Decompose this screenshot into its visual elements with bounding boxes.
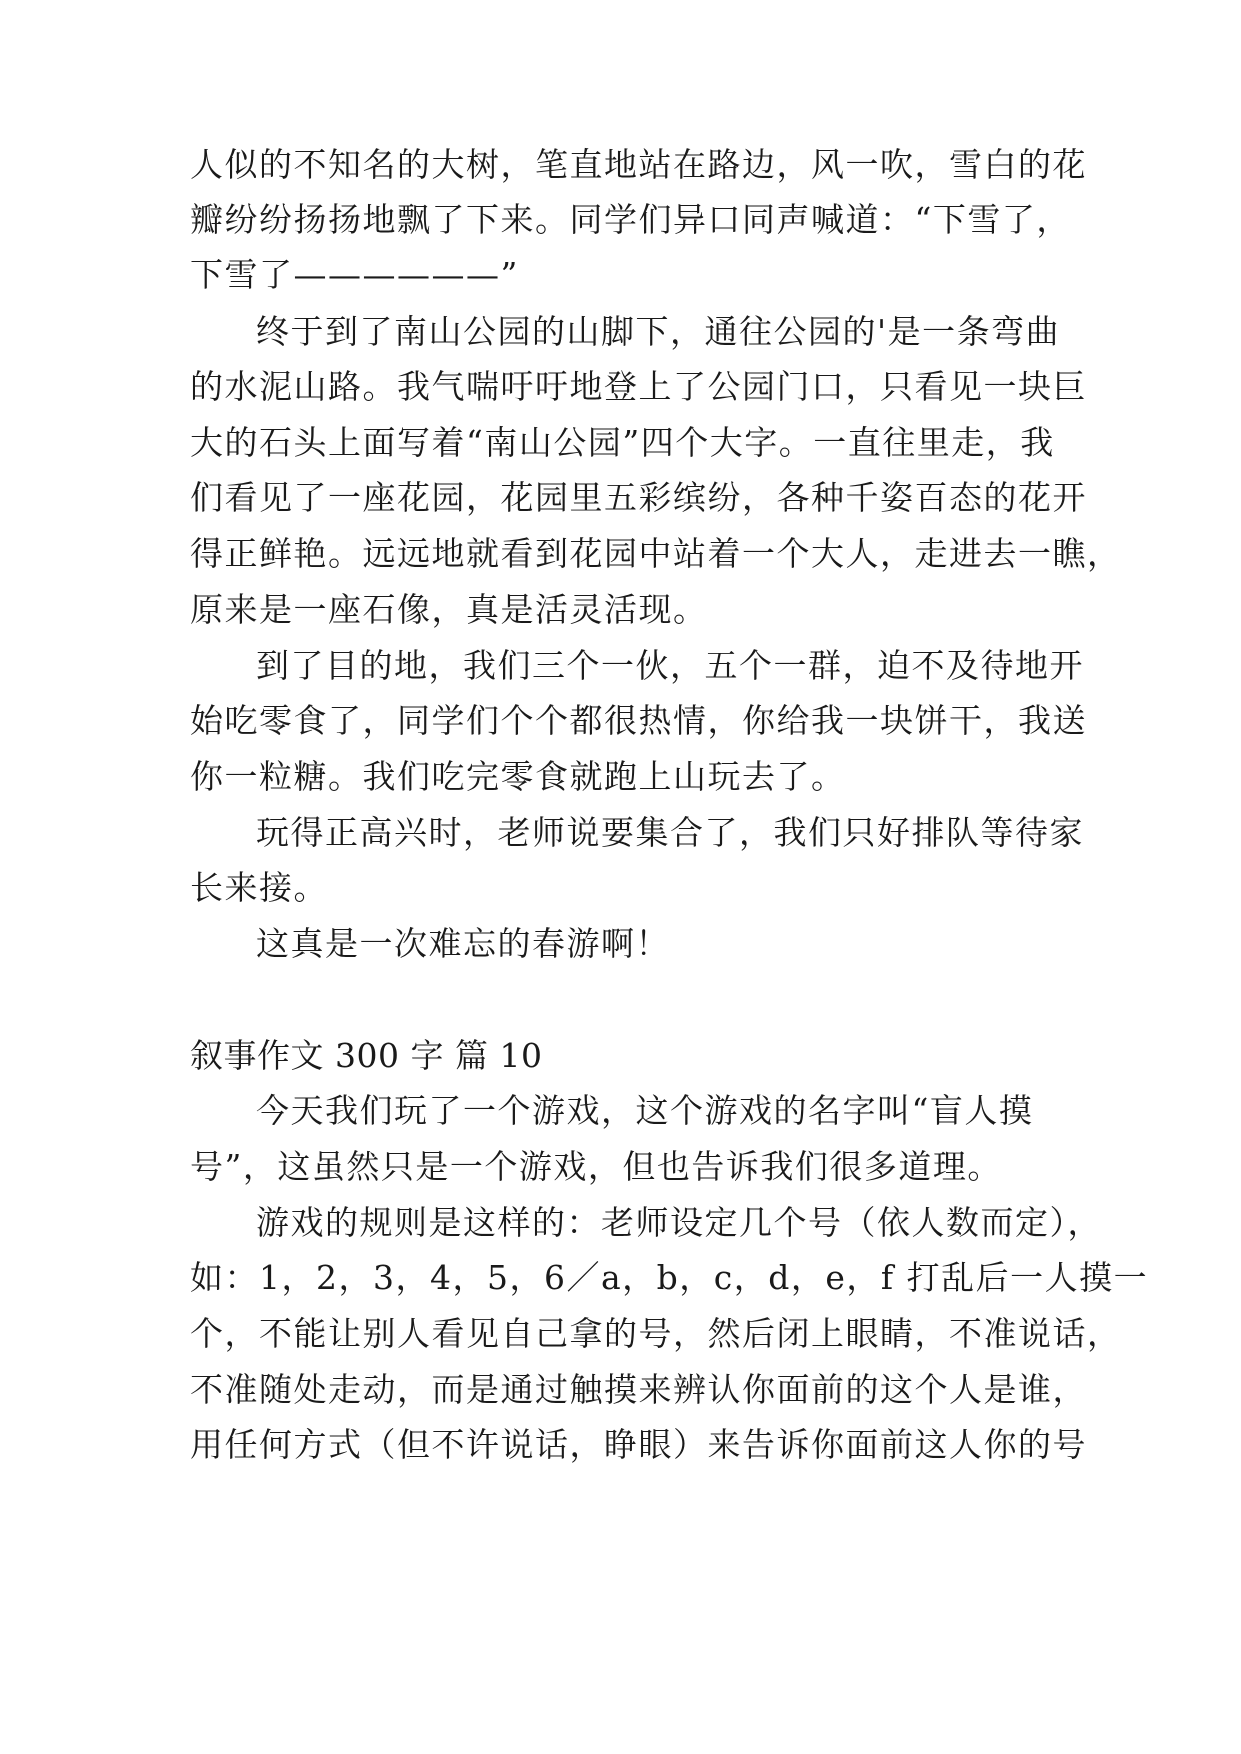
text-line: 始吃零食了，同学们个个都很热情，你给我一块饼干，我送 xyxy=(190,701,1087,740)
text-line: 今天我们玩了一个游戏，这个游戏的名字叫“盲人摸 xyxy=(256,1091,1034,1130)
text-line: 瓣纷纷扬扬地飘了下来。同学们异口同声喊道：“下雪了， xyxy=(190,200,1071,239)
text-line: 游戏的规则是这样的：老师设定几个号（依人数而定）， xyxy=(256,1203,1102,1242)
text-line: 人似的不知名的大树，笔直地站在路边，风一吹，雪白的花 xyxy=(190,145,1087,184)
text-line: 长来接。 xyxy=(190,868,328,907)
section-heading: 叙事作文 300 字 篇 10 xyxy=(190,1036,543,1075)
text-line: 到了目的地，我们三个一伙，五个一群，迫不及待地开 xyxy=(256,646,1084,685)
text-line: 大的石头上面写着“南山公园”四个大字。一直往里走，我 xyxy=(190,423,1055,462)
text-line: 不准随处走动，而是通过触摸来辨认你面前的这个人是谁， xyxy=(190,1370,1087,1409)
text-line: 你一粒糖。我们吃完零食就跑上山玩去了。 xyxy=(190,757,846,796)
text-line: 号”，这虽然只是一个游戏，但也告诉我们很多道理。 xyxy=(190,1147,1002,1186)
text-line: 们看见了一座花园，花园里五彩缤纷，各种千姿百态的花开 xyxy=(190,478,1087,517)
text-line: 得正鲜艳。远远地就看到花园中站着一个大人，走进去一瞧， xyxy=(190,534,1122,573)
text-line: 如：1，2，3，4，5，6／a，b，c，d，e，f 打乱后一人摸一 xyxy=(190,1258,1149,1297)
text-line: 下雪了——————” xyxy=(190,255,519,294)
text-line: 这真是一次难忘的春游啊！ xyxy=(256,924,670,963)
text-line: 用任何方式（但不许说话，睁眼）来告诉你面前这人你的号 xyxy=(190,1425,1087,1464)
text-line: 的水泥山路。我气喘吁吁地登上了公园门口，只看见一块巨 xyxy=(190,367,1087,406)
text-line: 终于到了南山公园的山脚下，通往公园的'是一条弯曲 xyxy=(256,312,1061,351)
text-line: 原来是一座石像，真是活灵活现。 xyxy=(190,590,708,629)
text-line: 玩得正高兴时，老师说要集合了，我们只好排队等待家 xyxy=(256,813,1084,852)
text-line: 个，不能让别人看见自己拿的号，然后闭上眼睛，不准说话， xyxy=(190,1314,1122,1353)
